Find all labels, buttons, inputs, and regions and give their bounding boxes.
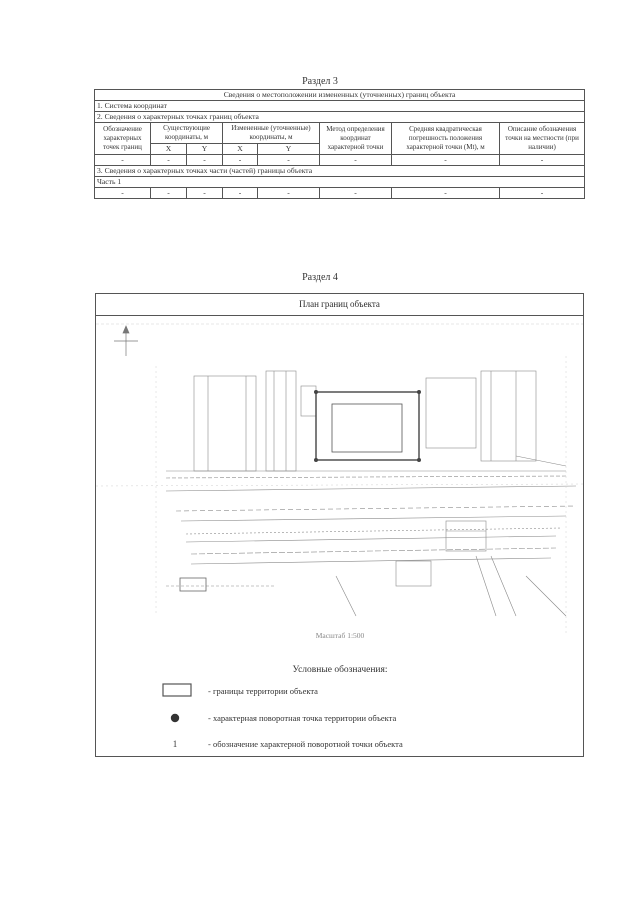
legend-boundary-icon [163, 684, 191, 696]
boundary-points-table [94, 89, 585, 199]
cell: - [500, 155, 585, 166]
header-changed-coords: Измененные (уточненные) координаты, м [223, 123, 320, 144]
header-y: Y [258, 144, 320, 155]
object-boundary [316, 392, 419, 460]
cell: - [151, 188, 187, 199]
legend-item-number: - обозначение характерной поворотной точки объекта [208, 739, 403, 749]
cadastral-map [96, 316, 583, 756]
map-linework [166, 371, 576, 616]
cell: - [95, 188, 151, 199]
boundary-point-marker [417, 390, 421, 394]
header-x: X [223, 144, 258, 155]
table-row [95, 155, 585, 166]
boundary-point-marker [314, 390, 318, 394]
header-y: Y [187, 144, 223, 155]
boundary-point-marker [314, 458, 318, 462]
table-title: Сведения о местоположении измененных (уточненных) границ объекта [95, 90, 585, 101]
legend-number-symbol: 1 [172, 739, 178, 749]
legend-item-boundary: - границы территории объекта [208, 686, 318, 696]
map-scale: Масштаб 1:500 [315, 631, 365, 640]
header-description: Описание обозначения точки на местности (при наличии) [500, 123, 585, 155]
cell: - [320, 188, 392, 199]
north-arrow-icon [114, 326, 138, 356]
section-3-title: Раздел 3 [302, 76, 338, 87]
cell: - [95, 155, 151, 166]
cell: - [392, 188, 500, 199]
cell: - [392, 155, 500, 166]
boundary-plan-frame [95, 293, 584, 757]
cell: - [258, 155, 320, 166]
cell: - [258, 188, 320, 199]
legend-item-point: - характерная поворотная точка территории объекта [208, 713, 397, 723]
plan-title: План границ объекта [96, 294, 583, 316]
legend-point-icon [171, 714, 179, 722]
boundary-point-marker [417, 458, 421, 462]
cell: - [187, 155, 223, 166]
legend-title: Условные обозначения: [292, 665, 388, 675]
header-x: X [151, 144, 187, 155]
cell: - [151, 155, 187, 166]
coordinate-system-row: 1. Система координат [95, 101, 585, 112]
building-outline [332, 404, 402, 452]
cell: - [500, 188, 585, 199]
header-designation: Обозначение характерных точек границ [95, 123, 151, 155]
cell: - [223, 155, 258, 166]
part-label-row: Часть 1 [95, 177, 585, 188]
header-error: Средняя квадратическая погрешность положения характерной точки (Mt), м [392, 123, 500, 155]
header-existing-coords: Существующие координаты, м [151, 123, 223, 144]
map-box [180, 578, 206, 591]
table-row [95, 188, 585, 199]
header-method: Метод определения координат характерной точки [320, 123, 392, 155]
cell: - [187, 188, 223, 199]
characteristic-points-row: 2. Сведения о характерных точках границ объекта [95, 112, 585, 123]
part-points-row: 3. Сведения о характерных точках части (частей) границы объекта [95, 166, 585, 177]
cell: - [320, 155, 392, 166]
section-4-title: Раздел 4 [302, 272, 338, 283]
cell: - [223, 188, 258, 199]
